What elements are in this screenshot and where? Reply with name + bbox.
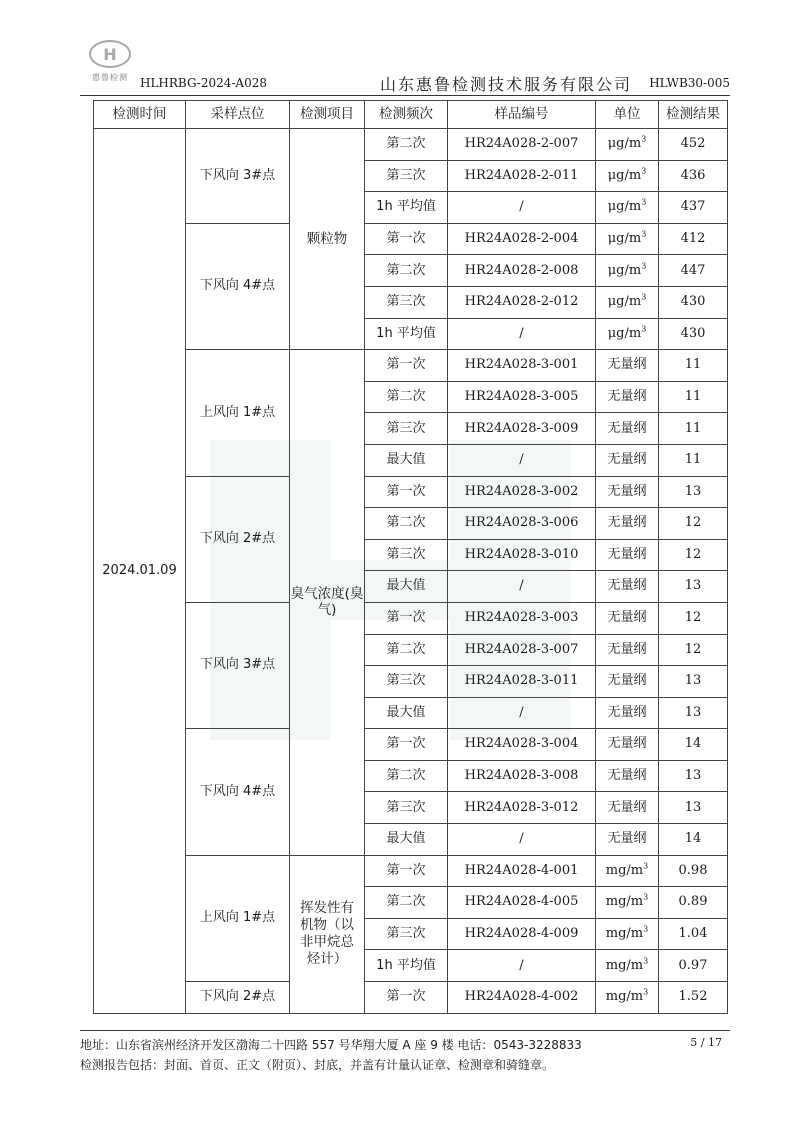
table-row — [94, 855, 728, 887]
table-row — [94, 602, 728, 634]
cell-result: 12 — [659, 539, 728, 571]
cell-point: 下风向 4#点 — [186, 729, 290, 855]
unit-exponent: 3 — [643, 924, 649, 934]
cell-frequency: 第一次 — [365, 476, 448, 508]
col-header-frequency: 检测频次 — [365, 101, 448, 129]
unit-text: 无量纲 — [607, 704, 647, 720]
cell-result: 13 — [659, 666, 728, 698]
cell-sample-id: HR24A028-4-005 — [448, 887, 596, 919]
cell-sample-id: / — [448, 318, 596, 350]
cell-result: 12 — [659, 508, 728, 540]
cell-sample-id: HR24A028-3-009 — [448, 413, 596, 445]
cell-frequency: 1h 平均值 — [365, 192, 448, 224]
cell-result: 12 — [659, 602, 728, 634]
unit-text: μg/m — [607, 167, 642, 183]
cell-sample-id: HR24A028-3-007 — [448, 634, 596, 666]
cell-sample-id: HR24A028-3-006 — [448, 508, 596, 540]
cell-result: 0.98 — [659, 855, 728, 887]
table-header-row — [94, 101, 728, 129]
report-code: HLHRBG-2024-A028 — [140, 76, 268, 90]
cell-unit — [596, 192, 659, 224]
cell-unit — [596, 160, 659, 192]
cell-sample-id: / — [448, 697, 596, 729]
cell-frequency: 第二次 — [365, 634, 448, 666]
cell-frequency: 第二次 — [365, 887, 448, 919]
cell-sample-id: / — [448, 950, 596, 982]
footer-note: 检测报告包括：封面、首页、正文（附页）、封底，并盖有计量认证章、检测章和骑缝章。 — [80, 1058, 555, 1072]
unit-text: mg/m — [605, 957, 644, 973]
cell-frequency: 第一次 — [365, 602, 448, 634]
cell-unit — [596, 729, 659, 761]
cell-result: 0.89 — [659, 887, 728, 919]
unit-text: μg/m — [607, 325, 642, 341]
cell-sample-id: HR24A028-3-008 — [448, 760, 596, 792]
cell-result: 452 — [659, 129, 728, 161]
col-header-result: 检测结果 — [659, 101, 728, 129]
cell-unit — [596, 697, 659, 729]
cell-frequency: 1h 平均值 — [365, 950, 448, 982]
unit-text: μg/m — [607, 199, 642, 215]
cell-unit — [596, 760, 659, 792]
form-code: HLWB30-005 — [649, 76, 730, 90]
cell-point: 下风向 3#点 — [186, 602, 290, 728]
unit-exponent: 3 — [641, 134, 647, 144]
cell-result: 437 — [659, 192, 728, 224]
unit-exponent: 3 — [641, 166, 647, 176]
cell-result: 11 — [659, 381, 728, 413]
unit-text: mg/m — [605, 989, 644, 1005]
footer-divider — [80, 1030, 730, 1031]
unit-exponent: 3 — [641, 229, 647, 239]
unit-exponent: 3 — [643, 861, 649, 871]
cell-frequency: 第三次 — [365, 666, 448, 698]
cell-unit — [596, 666, 659, 698]
cell-unit — [596, 129, 659, 161]
table-row — [94, 350, 728, 382]
cell-unit — [596, 982, 659, 1014]
table-row — [94, 729, 728, 761]
cell-item: 挥发性有机物（以非甲烷总烃计） — [290, 855, 365, 1013]
unit-text: 无量纲 — [607, 515, 647, 531]
cell-result: 412 — [659, 223, 728, 255]
cell-unit — [596, 539, 659, 571]
cell-result: 436 — [659, 160, 728, 192]
cell-frequency: 第一次 — [365, 855, 448, 887]
cell-unit — [596, 476, 659, 508]
table-row — [94, 129, 728, 161]
cell-point: 下风向 2#点 — [186, 982, 290, 1014]
cell-unit — [596, 918, 659, 950]
cell-unit — [596, 413, 659, 445]
cell-result: 11 — [659, 444, 728, 476]
page-number: 5 / 17 — [690, 1036, 722, 1049]
col-header-point: 采样点位 — [186, 101, 290, 129]
cell-frequency: 第二次 — [365, 255, 448, 287]
cell-result: 14 — [659, 729, 728, 761]
cell-frequency: 第一次 — [365, 729, 448, 761]
unit-text: 无量纲 — [607, 452, 647, 468]
unit-text: mg/m — [605, 926, 644, 942]
unit-text: mg/m — [605, 862, 644, 878]
unit-text: 无量纲 — [607, 768, 647, 784]
cell-sample-id: HR24A028-3-004 — [448, 729, 596, 761]
company-logo-icon — [86, 38, 134, 74]
unit-exponent: 3 — [641, 198, 647, 208]
cell-sample-id: HR24A028-2-007 — [448, 129, 596, 161]
cell-result: 0.97 — [659, 950, 728, 982]
cell-result: 1.04 — [659, 918, 728, 950]
cell-frequency: 第三次 — [365, 792, 448, 824]
cell-sample-id: HR24A028-4-009 — [448, 918, 596, 950]
cell-result: 11 — [659, 413, 728, 445]
company-name: 山东惠鲁检测技术服务有限公司 — [380, 75, 633, 94]
cell-frequency: 第三次 — [365, 413, 448, 445]
cell-unit — [596, 381, 659, 413]
table-row — [94, 476, 728, 508]
cell-frequency: 第二次 — [365, 129, 448, 161]
unit-text: 无量纲 — [607, 736, 647, 752]
unit-text: 无量纲 — [607, 483, 647, 499]
unit-text: 无量纲 — [607, 673, 647, 689]
cell-point: 下风向 2#点 — [186, 476, 290, 602]
table-row — [94, 223, 728, 255]
cell-sample-id: HR24A028-2-008 — [448, 255, 596, 287]
cell-sample-id: HR24A028-3-001 — [448, 350, 596, 382]
cell-frequency: 1h 平均值 — [365, 318, 448, 350]
cell-sample-id: / — [448, 192, 596, 224]
cell-result: 12 — [659, 634, 728, 666]
cell-frequency: 第二次 — [365, 760, 448, 792]
col-header-unit: 单位 — [596, 101, 659, 129]
cell-unit — [596, 350, 659, 382]
col-header-time: 检测时间 — [94, 101, 186, 129]
cell-result: 13 — [659, 476, 728, 508]
cell-sample-id: HR24A028-3-002 — [448, 476, 596, 508]
unit-text: μg/m — [607, 230, 642, 246]
cell-result: 13 — [659, 792, 728, 824]
cell-point: 下风向 3#点 — [186, 129, 290, 224]
cell-unit — [596, 855, 659, 887]
col-header-item: 检测项目 — [290, 101, 365, 129]
unit-text: μg/m — [607, 294, 642, 310]
footer-address: 地址：山东省滨州经济开发区渤海二十四路 557 号华翔大厦 A 座 9 楼 电话：0543-3228833 — [80, 1038, 582, 1052]
cell-unit — [596, 950, 659, 982]
cell-unit — [596, 508, 659, 540]
cell-sample-id: HR24A028-2-004 — [448, 223, 596, 255]
cell-result: 14 — [659, 824, 728, 856]
unit-text: 无量纲 — [607, 799, 647, 815]
unit-text: 无量纲 — [607, 831, 647, 847]
unit-exponent: 3 — [641, 292, 647, 302]
cell-frequency: 第三次 — [365, 918, 448, 950]
unit-text: 无量纲 — [607, 610, 647, 626]
cell-point: 上风向 1#点 — [186, 855, 290, 981]
cell-point: 上风向 1#点 — [186, 350, 290, 476]
unit-exponent: 3 — [641, 324, 647, 334]
cell-sample-id: HR24A028-2-012 — [448, 286, 596, 318]
cell-frequency: 第一次 — [365, 350, 448, 382]
cell-result: 13 — [659, 571, 728, 603]
cell-sample-id: HR24A028-3-011 — [448, 666, 596, 698]
cell-frequency: 最大值 — [365, 444, 448, 476]
header-divider — [80, 95, 730, 96]
cell-unit — [596, 887, 659, 919]
cell-sample-id: HR24A028-3-005 — [448, 381, 596, 413]
unit-text: mg/m — [605, 894, 644, 910]
cell-unit — [596, 286, 659, 318]
cell-date: 2024.01.09 — [94, 129, 186, 1014]
cell-frequency: 第二次 — [365, 508, 448, 540]
cell-point: 下风向 4#点 — [186, 223, 290, 349]
cell-sample-id: / — [448, 571, 596, 603]
cell-item: 臭气浓度(臭气) — [290, 350, 365, 856]
cell-sample-id: HR24A028-3-003 — [448, 602, 596, 634]
cell-result: 13 — [659, 697, 728, 729]
cell-result: 11 — [659, 350, 728, 382]
cell-unit — [596, 634, 659, 666]
cell-unit — [596, 255, 659, 287]
cell-sample-id: / — [448, 824, 596, 856]
cell-frequency: 第三次 — [365, 286, 448, 318]
unit-exponent: 3 — [643, 893, 649, 903]
unit-exponent: 3 — [643, 956, 649, 966]
cell-frequency: 第三次 — [365, 539, 448, 571]
table-row — [94, 982, 728, 1014]
unit-text: 无量纲 — [607, 546, 647, 562]
cell-frequency: 第一次 — [365, 223, 448, 255]
cell-unit — [596, 318, 659, 350]
cell-item: 颗粒物 — [290, 129, 365, 350]
cell-sample-id: HR24A028-3-012 — [448, 792, 596, 824]
cell-sample-id: HR24A028-2-011 — [448, 160, 596, 192]
cell-frequency: 第二次 — [365, 381, 448, 413]
logo-text: 惠鲁检测 — [92, 73, 128, 82]
cell-result: 430 — [659, 318, 728, 350]
cell-sample-id: HR24A028-4-002 — [448, 982, 596, 1014]
unit-text: 无量纲 — [607, 641, 647, 657]
svg-text:H: H — [103, 45, 117, 64]
cell-unit — [596, 602, 659, 634]
unit-text: 无量纲 — [607, 388, 647, 404]
cell-sample-id: HR24A028-4-001 — [448, 855, 596, 887]
unit-text: 无量纲 — [607, 578, 647, 594]
cell-result: 447 — [659, 255, 728, 287]
unit-exponent: 3 — [643, 987, 649, 997]
cell-frequency: 最大值 — [365, 697, 448, 729]
page-header — [80, 38, 730, 94]
unit-text: μg/m — [607, 262, 642, 278]
cell-result: 430 — [659, 286, 728, 318]
unit-exponent: 3 — [641, 261, 647, 271]
cell-sample-id: HR24A028-3-010 — [448, 539, 596, 571]
unit-text: μg/m — [607, 136, 642, 152]
cell-frequency: 最大值 — [365, 824, 448, 856]
cell-unit — [596, 792, 659, 824]
cell-result: 1.52 — [659, 982, 728, 1014]
cell-frequency: 第三次 — [365, 160, 448, 192]
cell-result: 13 — [659, 760, 728, 792]
cell-unit — [596, 444, 659, 476]
cell-frequency: 第一次 — [365, 982, 448, 1014]
cell-unit — [596, 223, 659, 255]
cell-sample-id: / — [448, 444, 596, 476]
unit-text: 无量纲 — [607, 357, 647, 373]
cell-unit — [596, 571, 659, 603]
unit-text: 无量纲 — [607, 420, 647, 436]
cell-unit — [596, 824, 659, 856]
cell-frequency: 最大值 — [365, 571, 448, 603]
col-header-sample-id: 样品编号 — [448, 101, 596, 129]
results-table — [93, 100, 728, 1014]
